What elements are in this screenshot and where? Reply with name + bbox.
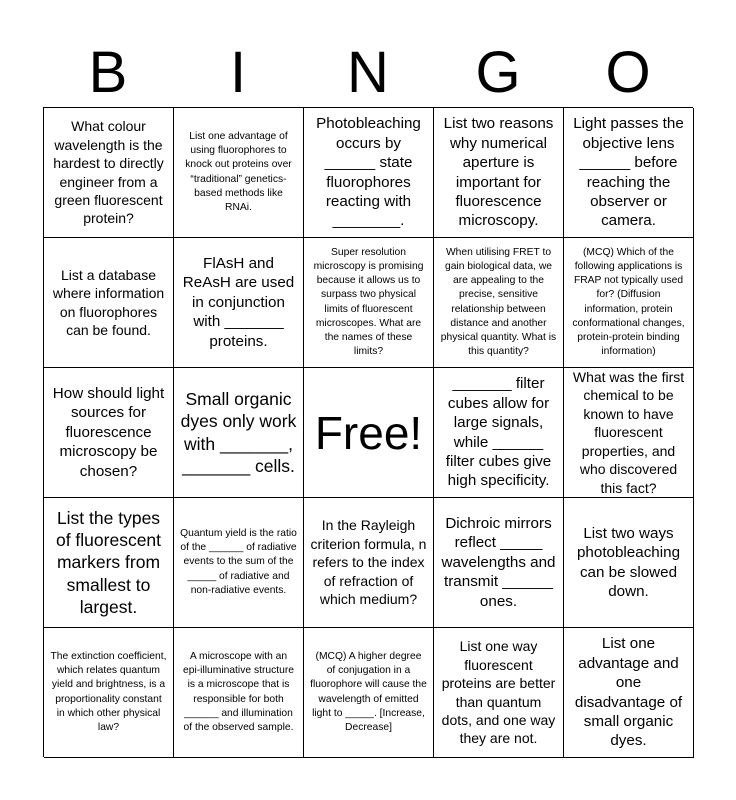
bingo-cell[interactable] [434,628,564,758]
cell-text: What colour wavelength is the hardest to directly engineer from a green fluorescent protein? [53,118,164,227]
bingo-cell[interactable] [174,368,304,498]
free-space[interactable] [304,368,434,498]
bingo-header [43,40,693,106]
cell-text: Photobleaching occurs by ______ state fluorophores reacting with ________. [316,115,421,230]
bingo-cell[interactable] [44,108,174,238]
bingo-cell[interactable] [44,238,174,368]
bingo-cell[interactable] [44,498,174,628]
header-letter-o: O [605,40,651,105]
cell-text: FlAsH and ReAsH are used in conjunction with _______ proteins. [182,254,295,350]
cell-text: What was the first chemical to be known to have fluorescent properties, and who discovered this fact? [572,369,685,496]
cell-text: Small organic dyes only work with _______, _______ cells. [180,389,297,476]
bingo-cell[interactable] [304,498,434,628]
bingo-cell[interactable] [174,628,304,758]
bingo-cell[interactable] [434,238,564,368]
bingo-cell[interactable] [564,498,694,628]
cell-text: A microscope with an epi-illuminative structure is a microscope that is responsible for both ______ and illumination of the observed sample. [182,650,295,733]
bingo-cell[interactable] [564,108,694,238]
cell-text: (MCQ) Which of the following applications is FRAP not typically used for? (Diffusion information, protein conformational changes, protein-protein binding information) [572,246,685,358]
cell-text: How should light sources for fluorescence microscopy be chosen? [52,384,165,480]
bingo-cell[interactable] [174,238,304,368]
bingo-cell[interactable] [304,238,434,368]
cell-text: Super resolution microscopy is promising because it allows us to surpass two physical limits of fluorescent microscopes. What are the names of these limits? [313,246,424,358]
bingo-cell[interactable] [44,628,174,758]
bingo-cell[interactable] [434,108,564,238]
cell-text: _______ filter cubes allow for large signals, while ______ filter cubes give high specificity. [445,375,552,490]
bingo-cell[interactable] [44,368,174,498]
cell-text: List a database where information on fluorophores can be found. [52,266,165,338]
bingo-cell[interactable] [304,628,434,758]
bingo-cell[interactable] [174,498,304,628]
bingo-cell[interactable] [174,108,304,238]
bingo-grid [43,107,693,757]
cell-text: (MCQ) A higher degree of conjugation in a fluorophore will cause the wavelength of emitted light to _____. [Increase, Decrease] [310,650,427,733]
bingo-cell[interactable] [564,368,694,498]
bingo-cell[interactable] [434,498,564,628]
header-letter-n: N [347,40,389,105]
bingo-cell[interactable] [304,108,434,238]
cell-text: Dichroic mirrors reflect _____ wavelengths and transmit ______ ones. [441,514,556,610]
cell-text: Quantum yield is the ratio of the ______ of radiative events to the sum of the _____ of radiative and non-radiative events. [180,527,297,596]
cell-text: List one advantage of using fluorophores to knock out proteins over “traditional” genetics-based methods like RNAi. [185,130,292,213]
cell-text: In the Rayleigh criterion formula, n refers to the index of refraction of which medium? [310,517,427,608]
header-letter-g: G [475,40,521,105]
bingo-cell[interactable] [564,238,694,368]
cell-text: List one advantage and one disadvantage of small organic dyes. [574,635,683,750]
bingo-cell[interactable] [434,368,564,498]
header-letter-i: I [229,40,247,105]
cell-text: List the types of fluorescent markers from smallest to largest. [55,507,162,617]
cell-text: When utilising FRET to gain biological data, we are appealing to the precise, sensitive relationship between distance and another physical quantity. What is this quantity? [440,246,557,358]
cell-text: The extinction coefficient, which relates quantum yield and brightness, is a proportionality constant in which other physical law? [50,650,167,733]
cell-text: List two ways photobleaching can be slowed down. [576,524,681,600]
free-space-label: Free! [314,406,423,459]
header-letter-b: B [88,40,128,105]
bingo-cell[interactable] [564,628,694,758]
cell-text: List two reasons why numerical aperture is important for fluorescence microscopy. [443,115,554,230]
cell-text: List one way fluorescent proteins are better than quantum dots, and one way they are not. [441,638,556,747]
cell-text: Light passes the objective lens ______ before reaching the observer or camera. [573,115,684,230]
